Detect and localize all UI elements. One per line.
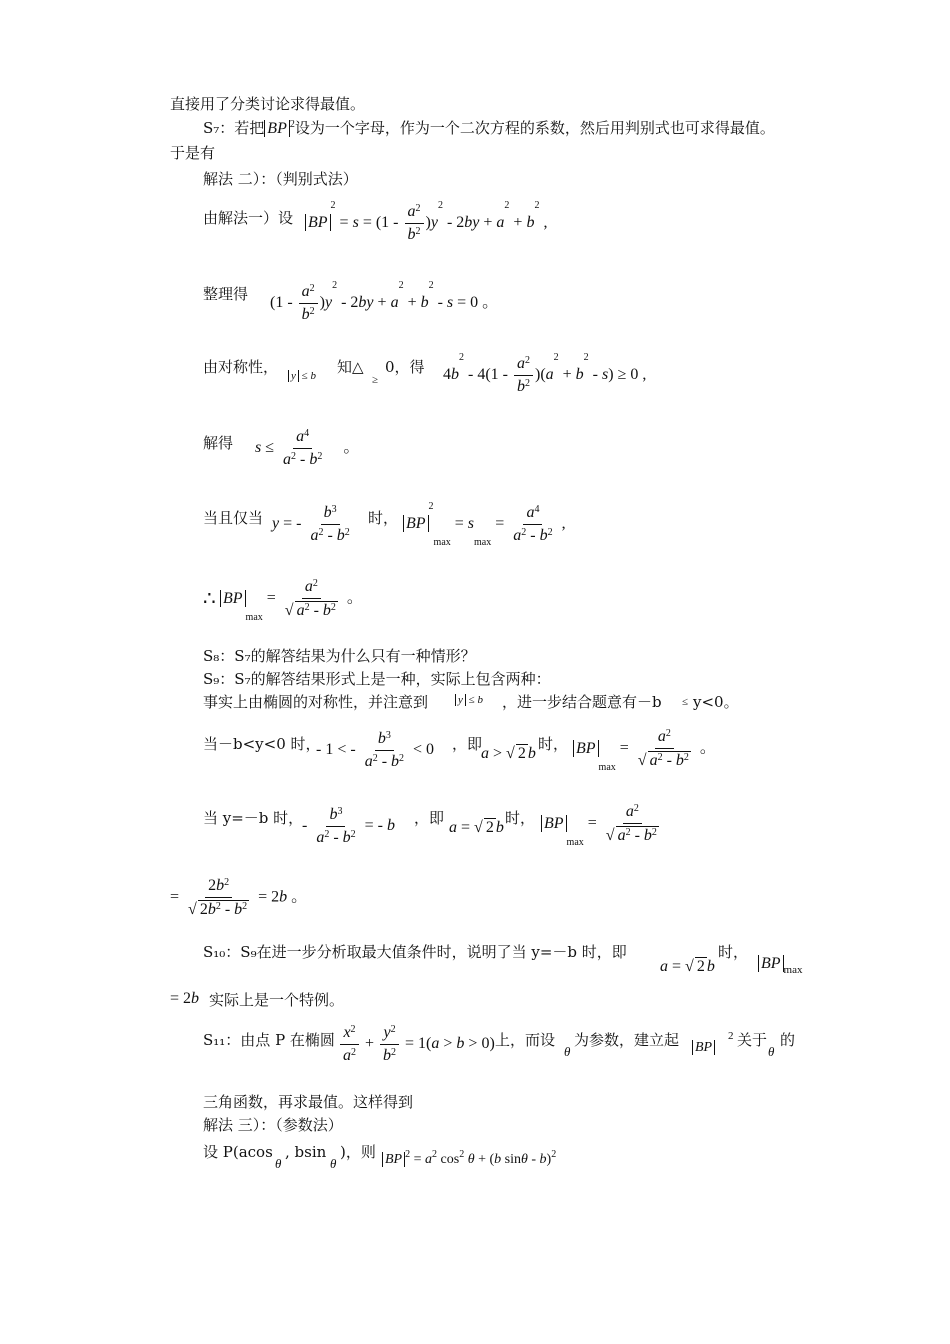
text-line: 关于 (737, 1031, 768, 1049)
section-heading: 解法 三）：（参数法） (203, 1116, 343, 1134)
text-line: 的 (780, 1031, 796, 1049)
text-line: 时， (718, 943, 749, 961)
text-line: 整理得 (203, 285, 249, 303)
formula-quadratic: (1 - $\frac{a^2}{b^2}$ )$y^2 - 2by + a^2 + b^2 - s = 0$ 。 (270, 280, 499, 323)
formula-y-value: y = - $\frac{b^3}{a^2 - b^2}$ (272, 504, 350, 544)
text-line: 设 P(acos (203, 1143, 273, 1161)
text-line: S₈：S₇的解答结果为什么只有一种情形？ (203, 647, 476, 665)
formula-parametric: BP $^2 = a^2$ $\cos^2 \theta + (b$ sinθ - b)$^2$ (382, 1152, 556, 1168)
text-line: 时， (505, 809, 536, 827)
text-line: 当 y=－b 时， (203, 809, 304, 827)
section-heading: 解法 二）：（判别式法） (203, 170, 358, 188)
text-line: ，即 (414, 809, 445, 827)
formula-case2-cond: a = √ 2 b (449, 819, 504, 836)
text-line: 时， (538, 735, 569, 753)
formula-s10-cond: a = √ 2 b (660, 958, 715, 975)
text-line: 知△ (337, 358, 364, 376)
s11-line: S₁₁：由点 P 在椭圆 (203, 1031, 335, 1049)
formula-case1-ineq: - 1 < - $\frac{b^3}{a^2 - b^2}$ < 0 (316, 730, 435, 770)
formula-2b: = 2b (170, 990, 200, 1007)
text-line: 解得 (203, 434, 234, 452)
s7-line: S₇：若把 BP $^2$设为一个字母，作为一个二次方程的系数，然后用判别式也可求得最值。 (203, 119, 775, 137)
text-line: 三角函数，再求最值。这样得到 (203, 1093, 414, 1111)
theta-symbol: θ (330, 1156, 337, 1171)
theta-symbol: θ (275, 1156, 282, 1171)
s10-line: S₁₀：S₉在进一步分析取最大值条件时，说明了当 y=－b 时，即 (203, 943, 627, 961)
formula-bp-max: BPmax = $\frac{a^2}{√ a^2 - b^2}$ 。 (220, 578, 363, 620)
text-line: ，即 (452, 735, 483, 753)
theta-symbol: θ (564, 1044, 571, 1059)
text-line: S₉：S₇的解答结果形式上是一种，实际上包含两种： (203, 670, 551, 688)
formula-s-max: $BP^2\max = smax$ = $\frac{a^4}{a^2 - b^2}$ , (403, 504, 566, 545)
text-line: 直接用了分类讨论求得最值。 (170, 95, 366, 113)
formula-s10-bp: BP max (758, 955, 803, 973)
text-line: 0，得 (385, 358, 425, 376)
formula-y-bound: y ≤ b (288, 370, 316, 382)
text-line: 于是有 (170, 144, 216, 162)
text-line: 时， (368, 509, 399, 527)
text-line: , bsin (285, 1143, 327, 1161)
formula-ellipse: $\frac{x^2}{a^2}$ + $\frac{y^2}{b^2}$ = 1(a > b > 0) (338, 1024, 495, 1065)
text-line: 当且仅当 (203, 509, 264, 527)
text-line: 由对称性， (203, 358, 279, 376)
theta-symbol: θ (768, 1044, 775, 1059)
formula-case1-result: BPmax = $\frac{a^2}{√ a^2 - b^2}$ 。 (573, 728, 716, 770)
formula-discriminant: $4b^2 - 4(1$ - $\frac{a^2}{b^2}$ )$(a^2 + b^2 - s) \ge 0$ , (443, 352, 647, 395)
formula-case2-simplify: = $\frac{2b^2}{√ 2b^2 - b^2}$ = 2b 。 (170, 877, 308, 918)
formula-y-bound-2: y ≤ b (455, 694, 483, 706)
formula-case2-result: BPmax = $\frac{a^2}{√ a^2 - b^2}$ (541, 803, 664, 845)
text-line: ∴ (203, 586, 216, 610)
formula-s-bound: s ≤ $\frac{a^4}{a^2 - b^2}$ 。 (255, 428, 360, 468)
text-line: ，进一步结合题意有－b (502, 693, 662, 711)
text-line: 上，而设 (495, 1031, 556, 1049)
formula-case1-cond: a > √ 2 b (481, 745, 536, 762)
text-line: 事实上由椭圆的对称性，并注意到 (203, 693, 429, 711)
formula-leq: ≤ (682, 696, 689, 708)
text-line: )，则 (340, 1143, 376, 1161)
formula-case2-eq: - $\frac{b^3}{a^2 - b^2}$ = - b (302, 806, 396, 846)
text-line: 为参数，建立起 (574, 1031, 680, 1049)
formula-s-definition: $BP^2 = s = (1$ - $\frac{a^2}{b^2}$ )$y^2 - 2by + a^2 + b^2$ , (305, 203, 547, 244)
text-line: 由解法一）设 (203, 209, 294, 227)
formula-bp-sq: BP (692, 1040, 715, 1056)
sup-2: 2 (728, 1030, 734, 1042)
text-line: 当－b<y<0 时， (203, 735, 321, 753)
formula-geq: ≥ (372, 374, 379, 386)
text-line: y<0。 (693, 693, 739, 711)
text-line: 实际上是一个特例。 (209, 991, 345, 1009)
